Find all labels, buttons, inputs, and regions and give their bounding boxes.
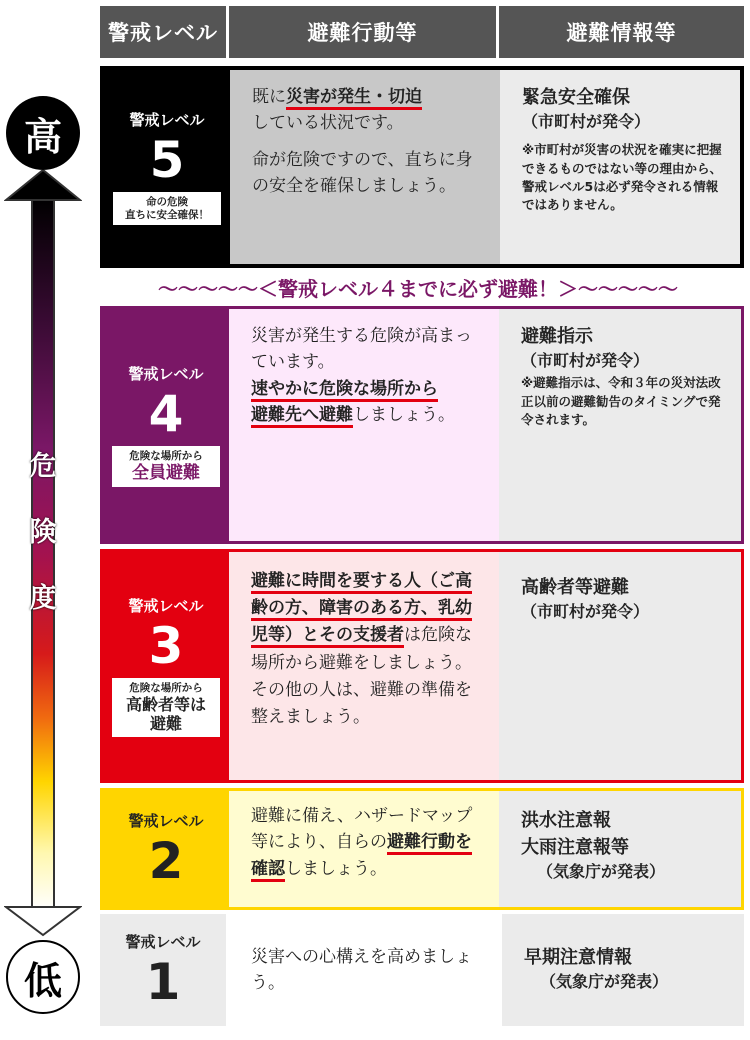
- action-text: は危険な場所から避難をしましょう。その他の人は、避難の準備を整えましょう。: [251, 625, 472, 727]
- level-1-action: [229, 914, 499, 1026]
- arrow-down-head-icon: [4, 905, 82, 937]
- level-title: 警戒レベル: [128, 596, 204, 615]
- level-1-row: [100, 914, 744, 1026]
- info-sub: （気象庁が発表）: [537, 862, 666, 881]
- level-5-info: [500, 70, 740, 264]
- action-text: しましょう。: [285, 858, 387, 879]
- action-text: 災害が発生する危険が高まっています。: [251, 326, 472, 373]
- badge-line: 全員避難: [132, 462, 200, 483]
- level-5-row: [100, 66, 744, 268]
- level-5-cell: [104, 70, 230, 264]
- header-action: 避難行動等: [229, 6, 496, 58]
- info-title: 緊急安全確保: [522, 87, 630, 108]
- action-emphasis: 支援者: [353, 625, 404, 648]
- arrow-up-head-icon: [4, 170, 82, 202]
- level-4-info: [499, 309, 741, 541]
- badge-line: 危険な場所から: [129, 450, 203, 463]
- level-1-info: [502, 914, 744, 1026]
- info-sub: （気象庁が発表）: [540, 972, 669, 991]
- action-text: 災害への心構えを高めましょう。: [251, 947, 472, 994]
- action-text: 命が危険ですので、直ちに身の安全を確保しましょう。: [252, 149, 473, 197]
- level-5-action: [230, 70, 500, 264]
- scale-low-label: 低: [6, 940, 80, 1014]
- info-title: 大雨注意報等: [521, 837, 629, 858]
- info-note: ※市町村が災害の状況を確実に把握できるものではない等の理由から、警戒レベル5は必ず発令される情報ではありません。: [522, 142, 723, 212]
- level-badge: [112, 446, 220, 487]
- level-2-info: [499, 791, 741, 907]
- info-note: ※避難指示は、令和３年の災対法改正以前の避難勧告のタイミングで発令されます。: [521, 375, 721, 427]
- header-info: 避難情報等: [499, 6, 744, 58]
- info-title: 避難指示: [521, 326, 593, 347]
- action-emphasis: 避難に時間を要する人: [251, 571, 421, 594]
- badge-line: 避難: [149, 714, 182, 734]
- info-sub: （市町村が発令）: [521, 602, 650, 621]
- level-2-row: [100, 788, 744, 910]
- level-badge: [113, 192, 221, 225]
- level-badge: [112, 678, 220, 737]
- level-1-cell: [100, 914, 226, 1026]
- evacuation-banner: 〜〜〜〜〜＜警戒レベル４までに必ず避難！＞〜〜〜〜〜: [158, 277, 678, 301]
- action-emphasis: （ご高齢の方、障害のある方、乳幼児等）とその: [251, 571, 472, 648]
- level-4-cell: [103, 309, 229, 541]
- level-2-cell: [103, 791, 229, 907]
- danger-scale-arrow: [31, 198, 55, 910]
- action-text: しましょう。: [353, 405, 455, 426]
- badge-line: 命の危険: [146, 196, 188, 209]
- level-3-action: [229, 552, 499, 780]
- action-text: 既に: [252, 87, 286, 107]
- action-emphasis: 災害が発生・切迫: [286, 87, 422, 110]
- danger-label-char: 度: [29, 583, 57, 614]
- level-number: 2: [148, 832, 184, 891]
- action-text: 避難に備え、ハザードマップ等により、自らの: [251, 806, 473, 853]
- level-title: 警戒レベル: [129, 110, 205, 129]
- scale-high-label: 高: [6, 96, 80, 170]
- level-number: 4: [148, 384, 184, 443]
- level-title: 警戒レベル: [128, 364, 204, 383]
- action-text: している状況です。: [252, 113, 404, 134]
- action-emphasis: 速やかに危険な場所から: [251, 379, 438, 402]
- level-2-action: [229, 791, 499, 907]
- level-4-action: [229, 309, 499, 541]
- info-title: 高齢者等避難: [521, 577, 629, 598]
- level-title: 警戒レベル: [125, 933, 201, 952]
- level-3-info: [499, 552, 741, 780]
- level-3-row: [100, 549, 744, 783]
- badge-line: 危険な場所から: [129, 682, 203, 695]
- level-number: 1: [145, 953, 181, 1012]
- danger-label-char: 危: [29, 451, 57, 482]
- level-number: 5: [149, 130, 185, 189]
- info-title: 早期注意情報: [524, 947, 632, 968]
- level-3-cell: [103, 552, 229, 780]
- level-4-row: [100, 306, 744, 544]
- action-emphasis: 避難先へ避難: [251, 405, 353, 428]
- info-sub: （市町村が発令）: [521, 351, 650, 370]
- info-title: 洪水注意報: [521, 810, 611, 831]
- danger-label-char: 険: [29, 517, 57, 548]
- info-sub: （市町村が発令）: [522, 112, 651, 131]
- level-title: 警戒レベル: [128, 812, 204, 831]
- action-emphasis: 避難行動を確認: [251, 832, 472, 881]
- badge-line: 高齢者等は: [125, 694, 206, 714]
- level-number: 3: [148, 616, 184, 675]
- header-level: 警戒レベル: [100, 6, 226, 58]
- badge-line: 直ちに安全確保！: [125, 208, 209, 221]
